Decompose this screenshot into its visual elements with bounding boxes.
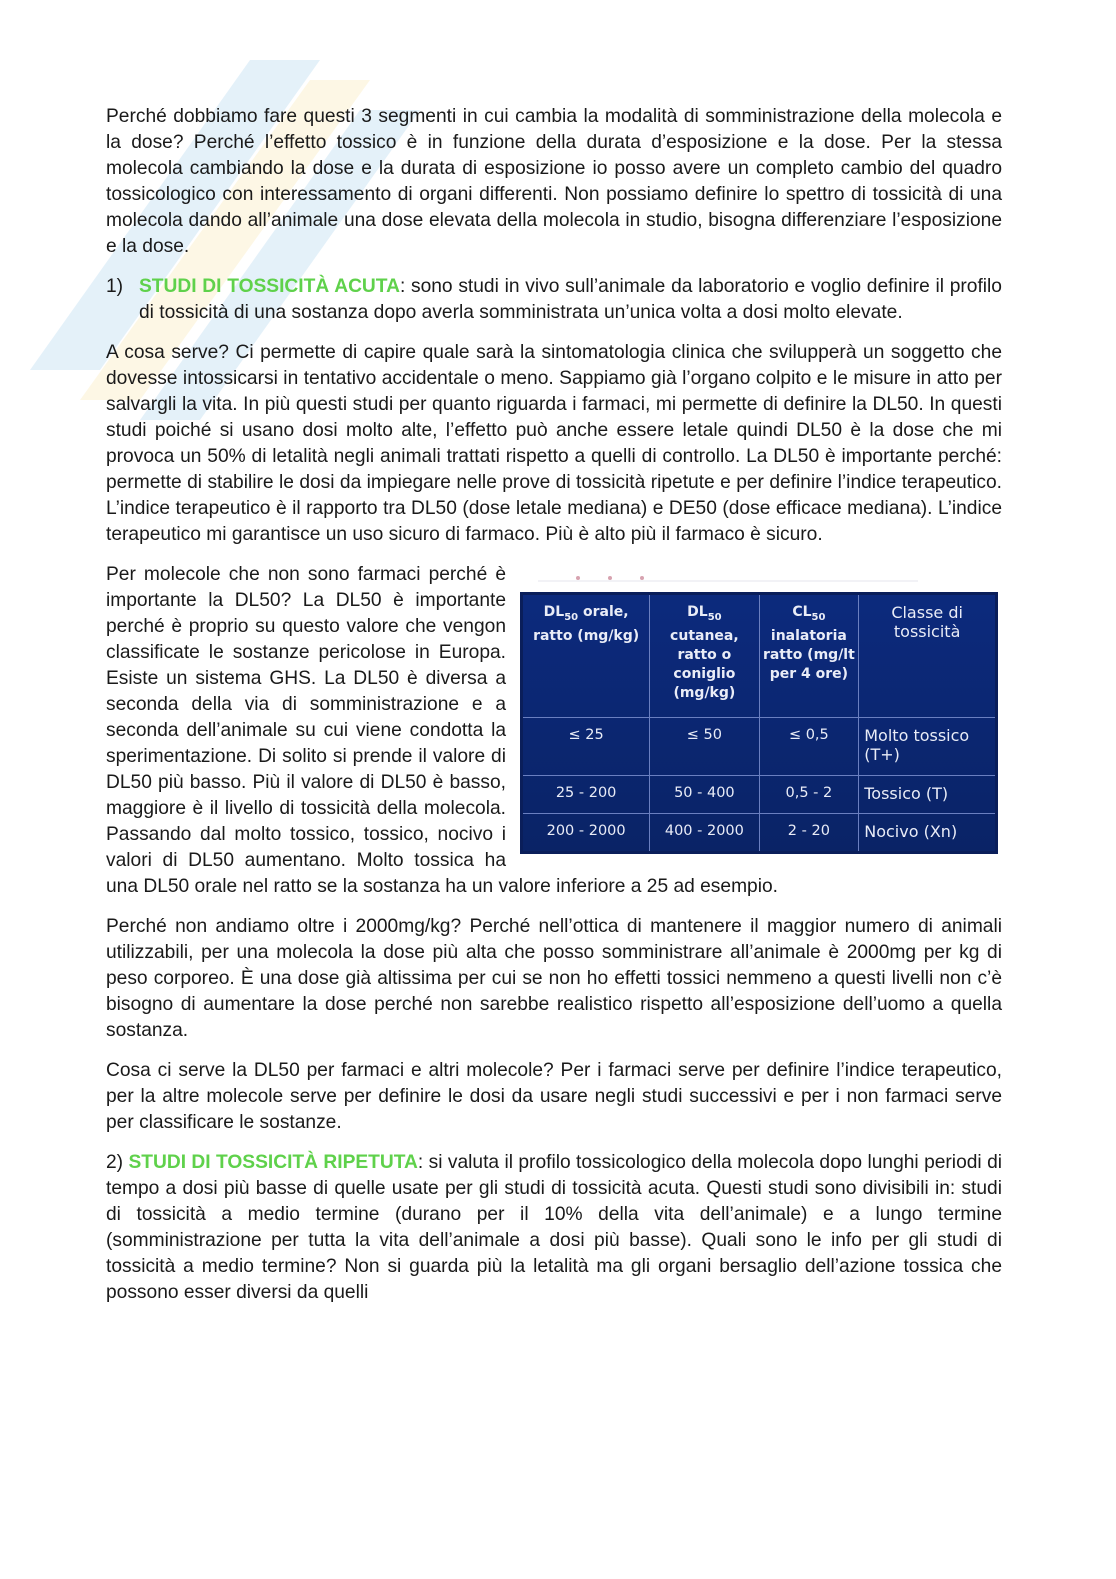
toxicity-classification-table (520, 592, 998, 854)
header-cell-dermal: $DL_{50}$ cutanea, ratto o coniglio (mg/kg) (650, 594, 759, 718)
table-section (106, 562, 1002, 900)
table-row (522, 718, 997, 776)
paragraph-max-dose: Perché non andiamo oltre i 2000mg/kg? Perché nell’ottica di mantenere il maggior numero di animali utilizzabili, per una molecola la dose più alta che posso somministrare all’animale è 2000mg per kg di peso corporeo. È una dose già altissima per cui se non ho effetti tossici nemmeno a questi livelli non c’è bisogno di aumentare la dose perché non sarebbe realistico rispetto all’esposizione dell’uomo a quella sostanza. (106, 916, 1002, 1041)
toxicity-classification-table-figure (516, 564, 1012, 864)
table-cell: 400 - 2000 (650, 813, 759, 852)
list-number: 2) (106, 1152, 124, 1173)
table-cell: 0,5 - 2 (759, 776, 859, 814)
table-cell-class: Molto tossico (T+) (859, 718, 997, 776)
table-cell-class: Tossico (T) (859, 776, 997, 814)
table-cell: ≤ 25 (522, 718, 650, 776)
heading-repeated-toxicity: STUDI DI TOSSICITÀ RIPETUTA (128, 1152, 418, 1173)
list-item-acute (106, 274, 1002, 326)
table-cell: ≤ 50 (650, 718, 759, 776)
table-header-row (522, 594, 997, 718)
repeated-description: : si valuta il profilo tossicologico della molecola dopo lunghi periodi di tempo a dosi più basse di quelle usate per gli studi di tossicità acuta. Questi studi sono divisibili in: studi di tossicità a medio termine (durano per il 10% della vita dell’animale) e a lungo termine (somministrazione per tutta la vita dell’animale a dosi più basse). Quali sono le info per gli studi di tossicità a medio termine? Non si guarda più la letalità ma gli organi bersaglio dell’azione tossica che possono esser diversi da quelli (106, 1152, 1003, 1303)
decorative-dots (538, 574, 918, 582)
paragraph-intro: Perché dobbiamo fare questi 3 segmenti in cui cambia la modalità di somministrazione della molecola e la dose? Perché l’effetto tossico è in funzione della durata d’esposizione e la dose. Per la stessa molecola cambiando la dose e la durata di esposizione io posso avere un completo cambio del quadro tossicologico con interessamento di organi differenti. Non possiamo definire lo spettro di tossicità di una molecola dando all’animale una dose elevata della molecola in studio, bisogna differenziare l’esposizione e la dose. (106, 106, 1002, 257)
table-cell: 2 - 20 (759, 813, 859, 852)
header-cell-class: Classe di tossicità (859, 594, 997, 718)
list-number: 1) (106, 276, 124, 297)
table-cell: 50 - 400 (650, 776, 759, 814)
header-cell-inhalation: $CL_{50}$ inalatoria ratto (mg/lt per 4 ore) (759, 594, 859, 718)
table-cell-class: Nocivo (Xn) (859, 813, 997, 852)
table-row (522, 776, 997, 814)
heading-acute-toxicity: STUDI DI TOSSICITÀ ACUTA (139, 276, 400, 297)
paragraph-repeated (106, 1150, 1002, 1306)
table-cell: 200 - 2000 (522, 813, 650, 852)
acute-description: : sono studi in vivo sull’animale da laboratorio e voglio definire il profilo di tossicità di una sostanza dopo averla somministrata un’unica volta a dosi molto elevate. (139, 276, 1002, 323)
paragraph-dl50-use: Cosa ci serve la DL50 per farmaci e altri molecole? Per i farmaci serve per definire l’indice terapeutico, per la altre molecole serve per definire le dosi da usare negli studi successivi e per i non farmaci serve per classificare le sostanze. (106, 1060, 1002, 1133)
paragraph-non-drugs: Per molecole che non sono farmaci perché è importante la DL50? La DL50 è importante perché è proprio su questo valore che vengon classificate le sostanze pericolose in Europa. Esiste un sistema GHS. La DL50 è diversa a seconda della via di somministrazione e a seconda dell’animale su cui viene condotta la sperimentazione. Di solito si prende il valore di DL50 più basso. Più il valore di DL50 è basso, maggiore è il livello di tossicità della molecola. Passando dal molto tossico, tossico, nocivo i valori di DL50 aumentano. Molto tossica ha una DL50 orale nel ratto se la sostanza ha un valore inferiore a 25 ad esempio. (106, 564, 778, 897)
paragraph-purpose: A cosa serve? Ci permette di capire quale sarà la sintomatologia clinica che svilupperà un soggetto che dovesse intossicarsi in tentativo accidentale o meno. Sappiamo già l’organo colpito e le misure in atto per salvargli la vita. In più questi studi per quanto riguarda i farmaci, mi permette di definire la DL50. In questi studi poiché si usano dosi molto alte, l’effetto può anche essere letale quindi DL50 è la dose che mi provoca un 50% di letalità negli animali trattati rispetto a quelli di controllo. La DL50 è importante perché: permette di stabilire le dosi da impiegare nelle prove di tossicità ripetute e per definire l’indice terapeutico. L’indice terapeutico è il rapporto tra DL50 (dose letale mediana) e DE50 (dose efficace mediana). L’indice terapeutico mi garantisce un uso sicuro di farmaco. Più è alto più il farmaco è sicuro. (106, 342, 1002, 545)
table-cell: ≤ 0,5 (759, 718, 859, 776)
header-cell-oral: $DL_{50}$ orale, ratto (mg/kg) (522, 594, 650, 718)
table-cell: 25 - 200 (522, 776, 650, 814)
table-row (522, 813, 997, 852)
